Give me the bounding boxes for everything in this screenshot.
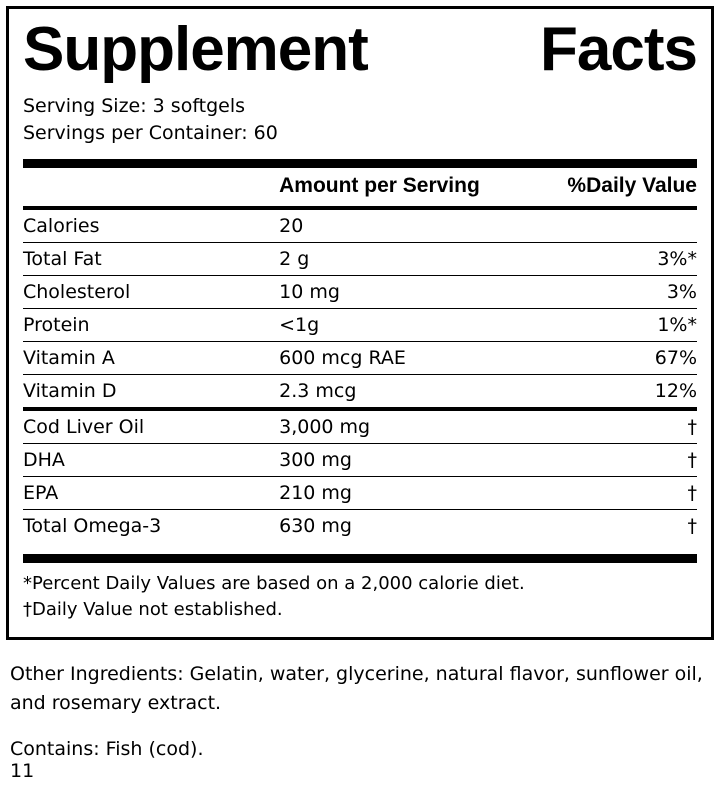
row-amount: 10 mg xyxy=(279,275,549,308)
row-daily-value: † xyxy=(549,476,697,509)
row-name: EPA xyxy=(23,476,279,509)
table-row xyxy=(23,308,697,341)
table-row xyxy=(23,411,697,444)
row-amount: 2 g xyxy=(279,242,549,275)
table-row xyxy=(23,275,697,308)
row-name: Vitamin D xyxy=(23,374,279,407)
footnote-daily-value-not-established: †Daily Value not established. xyxy=(23,599,283,621)
panel-title-facts: Facts xyxy=(540,15,697,84)
footnotes xyxy=(23,571,697,623)
row-daily-value: 67% xyxy=(549,341,697,374)
nutrition-rows-primary xyxy=(23,210,697,407)
row-amount: 600 mcg RAE xyxy=(279,341,549,374)
table-row xyxy=(23,476,697,509)
page-number: 11 xyxy=(10,760,35,782)
row-name: Cholesterol xyxy=(23,275,279,308)
header-nutrient xyxy=(23,168,279,206)
header-amount-per-serving: Amount per Serving xyxy=(279,173,480,197)
row-daily-value: † xyxy=(549,443,697,476)
row-name: Calories xyxy=(23,214,100,237)
servings-per-container: Servings per Container: 60 xyxy=(23,121,278,144)
row-name: Vitamin A xyxy=(23,341,279,374)
row-amount: 300 mg xyxy=(279,443,549,476)
row-amount: 630 mg xyxy=(279,509,549,542)
table-row xyxy=(23,443,697,476)
row-amount: 210 mg xyxy=(279,476,549,509)
table-row xyxy=(23,210,697,243)
divider-heavy-bottom xyxy=(23,554,697,563)
table-row xyxy=(23,341,697,374)
table-row xyxy=(23,242,697,275)
table-row xyxy=(23,374,697,407)
table-header-row xyxy=(23,168,697,206)
row-daily-value: † xyxy=(549,509,697,542)
row-amount: <1g xyxy=(279,308,549,341)
panel-title-supplement: Supplement xyxy=(23,15,368,84)
row-amount: 2.3 mcg xyxy=(279,374,549,407)
row-name: DHA xyxy=(23,443,279,476)
row-amount: 20 xyxy=(279,214,304,237)
header-daily-value: %Daily Value xyxy=(567,173,697,197)
supplement-facts-panel xyxy=(6,6,714,640)
row-daily-value: 12% xyxy=(549,374,697,407)
row-daily-value xyxy=(549,210,697,243)
table-row xyxy=(23,509,697,542)
divider-heavy-top xyxy=(23,159,697,168)
serving-size: Serving Size: 3 softgels xyxy=(23,95,246,117)
serving-info xyxy=(23,93,697,147)
row-name: Total Fat xyxy=(23,242,279,275)
row-name: Protein xyxy=(23,308,279,341)
other-ingredients: Other Ingredients: Gelatin, water, glycerine, natural flavor, sunflower oil, and rosemary extract. xyxy=(10,663,703,714)
row-daily-value: 1%* xyxy=(549,308,697,341)
row-amount: 3,000 mg xyxy=(279,415,371,438)
contains-statement: Contains: Fish (cod). xyxy=(10,738,204,760)
row-name: Total Omega-3 xyxy=(23,509,279,542)
nutrition-table xyxy=(23,168,697,206)
panel-title xyxy=(23,15,697,84)
row-daily-value: † xyxy=(687,415,697,438)
row-daily-value: 3%* xyxy=(549,242,697,275)
row-name: Cod Liver Oil xyxy=(23,415,145,438)
footnote-percent-daily-values: *Percent Daily Values are based on a 2,000 calorie diet. xyxy=(23,572,525,594)
label-body-text xyxy=(10,660,710,782)
row-daily-value: 3% xyxy=(549,275,697,308)
nutrition-rows-secondary xyxy=(23,411,697,542)
